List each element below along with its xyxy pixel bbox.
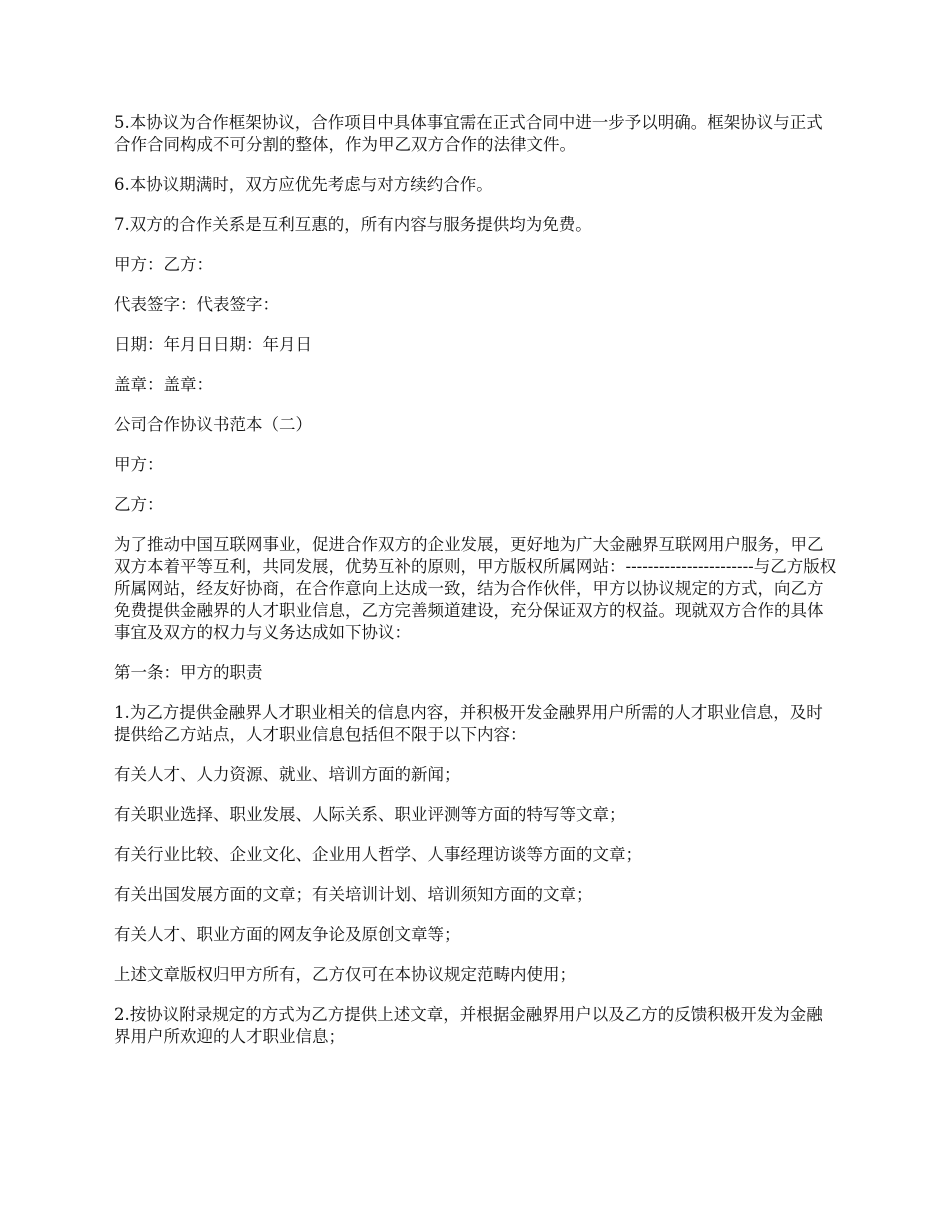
signature-representatives: 代表签字：代表签字： [114, 295, 279, 314]
copyright-note: 上述文章版权归甲方所有，乙方仅可在本协议规定范畴内使用； [114, 965, 576, 984]
paragraph-clause-5: 5.本协议为合作框架协议，合作项目中具体事宜需在正式合同中进一步予以明确。框架协议与正式合作合同构成不可分割的整体，作为甲乙双方合作的法律文件。 [114, 113, 823, 154]
signature-seals: 盖章：盖章： [114, 375, 213, 394]
section-title: 公司合作协议书范本（二） [114, 415, 312, 434]
content-list-item: 有关人才、职业方面的网友争论及原创文章等； [114, 925, 461, 944]
content-list-item: 有关行业比较、企业文化、企业用人哲学、人事经理访谈等方面的文章； [114, 845, 642, 864]
document-body [114, 112, 838, 1066]
signature-parties: 甲方：乙方： [114, 255, 213, 274]
preamble-paragraph: 为了推动中国互联网事业，促进合作双方的企业发展，更好地为广大金融界互联网用户服务，甲乙双方本着平等互利，共同发展，优势互补的原则，甲方版权所属网站：-----------------------与乙方版权所属网站，经友好协商，在合作意向上达成一致，结为合作伙伴，甲方以协议规定的方式，向乙方免费提供金融界的人才职业信息，乙方完善频道建设，充分保证双方的权益。现就双方合作的具体事宜及双方的权力与义务达成如下协议： [114, 535, 837, 642]
content-list-item: 有关出国发展方面的文章；有关培训计划、培训须知方面的文章； [114, 885, 593, 904]
article-1-heading: 第一条：甲方的职责 [114, 663, 263, 682]
article-1-item-2: 2.按协议附录规定的方式为乙方提供上述文章，并根据金融界用户以及乙方的反馈积极开发为金融界用户所欢迎的人才职业信息； [114, 1005, 823, 1046]
content-list-item: 有关人才、人力资源、就业、培训方面的新闻； [114, 765, 461, 784]
content-list-item: 有关职业选择、职业发展、人际关系、职业评测等方面的特写等文章； [114, 805, 626, 824]
signature-dates: 日期：年月日日期：年月日 [114, 335, 312, 354]
party-a-line: 甲方： [114, 455, 164, 474]
party-b-line: 乙方： [114, 495, 164, 514]
article-1-item-1: 1.为乙方提供金融界人才职业相关的信息内容，并积极开发金融界用户所需的人才职业信息，及时提供给乙方站点，人才职业信息包括但不限于以下内容： [114, 703, 823, 744]
paragraph-clause-6: 6.本协议期满时，双方应优先考虑与对方续约合作。 [114, 175, 493, 194]
paragraph-clause-7: 7.双方的合作关系是互利互惠的，所有内容与服务提供均为免费。 [114, 215, 592, 234]
